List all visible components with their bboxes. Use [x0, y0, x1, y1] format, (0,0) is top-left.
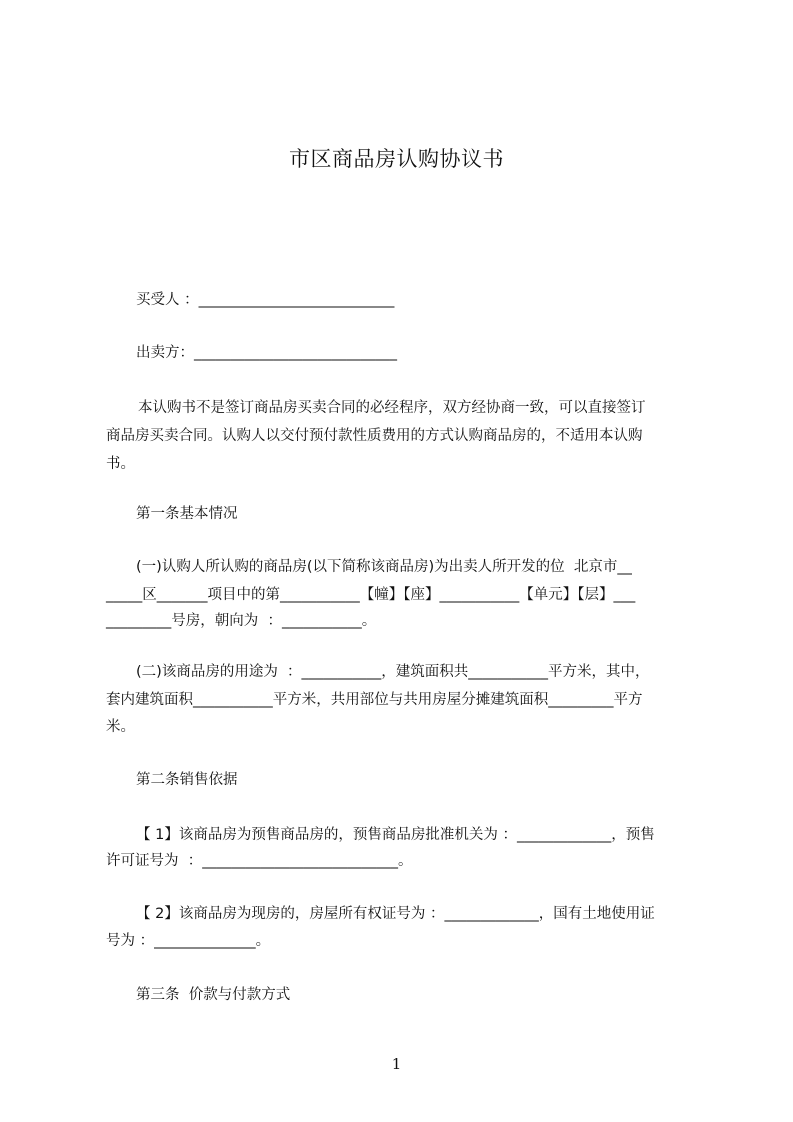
- intro-line-2: 商品房买卖合同。认购人以交付预付款性质费用的方式认购商品房的，不适用本认购: [106, 428, 643, 444]
- article3-heading: 第三条 价款与付款方式: [136, 987, 291, 1003]
- article2-clause1-line-1: 【 1】该商品房为预售商品房的，预售商品房批准机关为 ：_____________，预售: [136, 827, 655, 843]
- article2-clause1-line-2: 许可证号为 ：___________________________。: [106, 853, 413, 869]
- article1-item2-line-2: 套内建筑面积___________平方米，共用部位与共用房屋分摊建筑面积_________平方: [106, 692, 643, 708]
- document-title: 市区商品房认购协议书: [289, 147, 504, 171]
- page-number: 1: [391, 1055, 402, 1073]
- article1-heading: 第一条基本情况: [136, 506, 238, 522]
- article1-item1-line-2: _____区_______项目中的第___________【幢】【座】___________【单元】【层】___: [106, 587, 636, 603]
- article1-item1-line-3: _________号房，朝向为 ：___________。: [106, 613, 377, 629]
- article1-item2-line-1: (二)该商品房的用途为 ：___________，建筑面积共___________平方米，其中，: [136, 664, 650, 680]
- intro-line-1: 本认购书不是签订商品房买卖合同的必经程序，双方经协商一致，可以直接签订: [138, 400, 646, 416]
- article1-item1-line-1: (一)认购人所认购的商品房(以下简称该商品房)为出卖人所开发的位 北京市__: [136, 559, 632, 575]
- article2-clause2-line-1: 【 2】该商品房为现房的，房屋所有权证号为 ：_____________，国有土地使用证: [136, 906, 655, 922]
- article1-item2-line-3: 米。: [106, 719, 135, 735]
- article2-clause2-line-2: 号为 ：______________。: [106, 933, 271, 949]
- seller-line: 出卖方：____________________________: [136, 345, 397, 361]
- intro-line-3: 书。: [106, 456, 135, 472]
- article2-heading: 第二条销售依据: [136, 772, 238, 788]
- buyer-line: 买受人 ：___________________________: [136, 292, 395, 308]
